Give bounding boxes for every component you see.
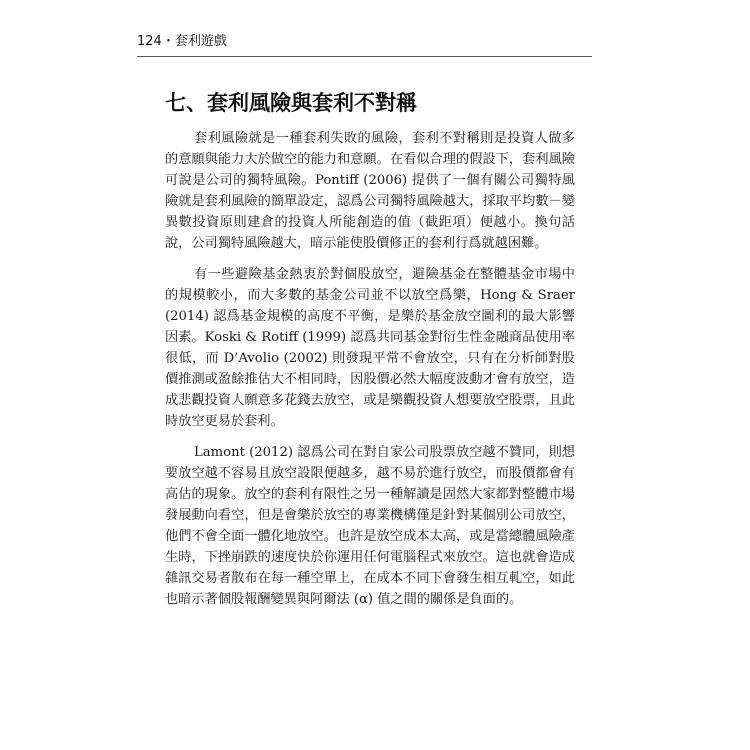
paragraph-2: 有一些避險基金熱衷於對個股放空，避險基金在整體基金市場中的規模較小，而大多數的基金公司並不以放空爲樂，Hong & Sraer (2014) 認爲基金規模的高度不平衡，是樂於基金放空圖利的最大影響因素。Koski & Rotiff (1999) 認爲共同基金對衍生性金融商品使用率很低，而 D’Avolio (2002) 則發現平常不會放空，只有在分析師對股價推測或盈餘推估大不相同時，因股價必然大幅度波動才會有放空，造成悲觀投資人願意多花錢去放空，或是樂觀投資人想要放空股票，且此時放空更易於套利。 xyxy=(165,267,575,429)
section-title: 七、套利風險與套利不對稱 xyxy=(165,90,417,115)
paragraph-1: 套利風險就是一種套利失敗的風險，套利不對稱則是投資人做多的意願與能力大於做空的能力和意願。在看似合理的假設下，套利風險可說是公司的獨特風險。Pontiff (2006) 提供了一個有關公司獨特風險就是套利風險的簡單設定，認爲公司獨特風險越大，採取平均數－變異數投資原則建倉的投資人所能創造的值（截距項）便越小。換句話說，公司獨特風險越大，暗示能使股價修正的套利行爲就越困難。 xyxy=(165,131,575,251)
book-title: 套利遊戲 xyxy=(174,34,227,49)
body-text xyxy=(165,128,575,620)
page-number: 124 xyxy=(137,34,162,49)
header-divider xyxy=(137,56,592,57)
header-separator: ・ xyxy=(161,34,175,49)
paragraph-3: Lamont (2012) 認爲公司在對自家公司股票放空越不贊同，則想要放空越不容易且放空設限便越多，越不易於進行放空，而股價都會有高估的現象。放空的套利有限性之另一種解讀是固然大家都對整體市場發展動向看空，但是會樂於放空的專業機構僅是針對某個別公司放空，他們不會全面一體化地放空。也許是放空成本太高，或是當總體風險產生時，下挫崩跌的速度快於你運用任何電腦程式來放空。這也就會造成雜訊交易者散布在每一種空單上，在成本不同下會發生相互軋空，如此也暗示著個股報酬變異與阿爾法 (α) 值之間的關係是負面的。 xyxy=(165,445,575,607)
running-header xyxy=(137,30,227,54)
